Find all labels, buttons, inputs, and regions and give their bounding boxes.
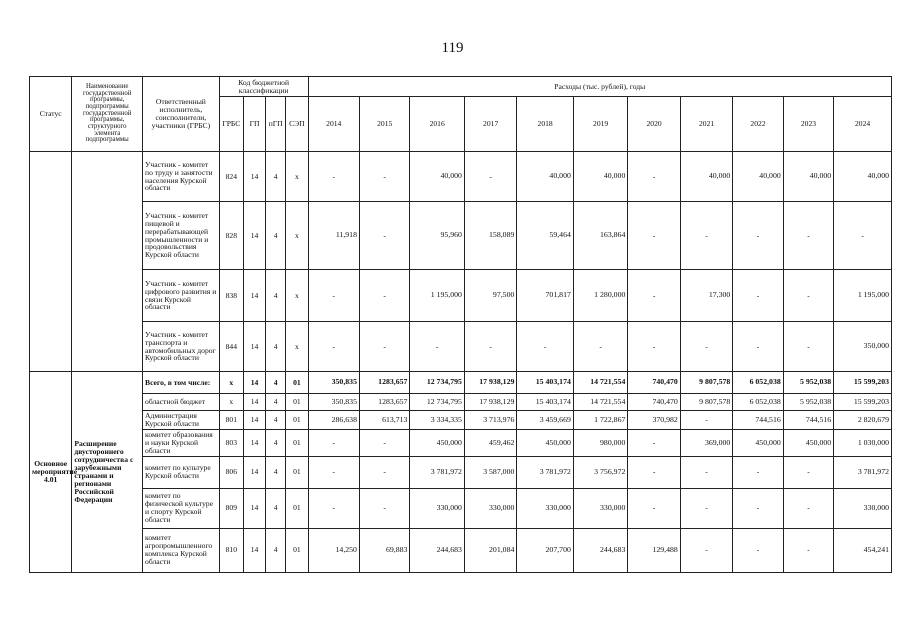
table-row [30,429,892,456]
executor-cell: областной бюджет [143,394,220,411]
value-cell-2019: 163,864 [573,202,627,270]
gp-cell: 14 [243,411,265,430]
value-cell-2022: 450,000 [733,429,783,456]
value-cell-2023: - [783,488,833,528]
value-cell-2024: 1 030,000 [834,429,892,456]
value-cell-2024: - [834,202,892,270]
table-row [30,411,892,430]
table-row [30,322,892,372]
value-cell-2024: 1 195,000 [834,270,892,322]
table-row [30,456,892,488]
value-cell-2014: 11,918 [308,202,359,270]
header-executor: Ответственный исполнитель, соисполнители, участники (ГРБС) [143,77,220,152]
value-cell-2016: 40,000 [410,152,464,202]
header-status: Статус [30,77,72,152]
value-cell-2015: - [359,488,409,528]
page-number: 119 [441,40,464,56]
gp-cell: 14 [243,488,265,528]
value-cell-2022: - [733,270,783,322]
sep-cell: 01 [286,394,308,411]
value-cell-2022: - [733,488,783,528]
value-cell-2016: - [410,322,464,372]
pgp-cell: 4 [266,456,286,488]
value-cell-2019: 14 721,554 [573,394,627,411]
value-cell-2021: 9 807,578 [680,394,732,411]
header-code-0: ГРБС [219,97,243,152]
sep-cell: 01 [286,429,308,456]
value-cell-2016: 244,683 [410,528,464,572]
value-cell-2022: - [733,528,783,572]
value-cell-2017: 201,084 [464,528,516,572]
gp-cell: 14 [243,270,265,322]
value-cell-2022: - [733,202,783,270]
grbs-cell: 801 [219,411,243,430]
value-cell-2017: 330,000 [464,488,516,528]
value-cell-2021: - [680,488,732,528]
grbs-cell: 844 [219,322,243,372]
value-cell-2024: 15 599,203 [834,394,892,411]
executor-cell: комитет образования и науки Курской области [143,429,220,456]
value-cell-2019: 1 280,000 [573,270,627,322]
value-cell-2017: - [464,152,516,202]
value-cell-2023: - [783,322,833,372]
value-cell-2020: 129,488 [628,528,680,572]
value-cell-2017: 158,089 [464,202,516,270]
table-body [30,152,892,573]
value-cell-2014: - [308,152,359,202]
sep-cell: 01 [286,456,308,488]
header-program-name: Наименование государственной программы, подпрограммы государственной программы, структурного элемента подпрограммы [72,77,143,152]
value-cell-2024: 40,000 [834,152,892,202]
value-cell-2015: - [359,270,409,322]
header-year-2015: 2015 [359,97,409,152]
value-cell-2016: 3 334,335 [410,411,464,430]
sep-cell: 01 [286,488,308,528]
header-budget-code: Код бюджетной классификации [219,77,308,97]
pgp-cell: 4 [266,152,286,202]
sep-cell: x [286,152,308,202]
value-cell-2020: - [628,488,680,528]
header-year-2024: 2024 [834,97,892,152]
executor-cell: Участник - комитет пищевой и перерабатывающей промышленности и продовольствия Курской области [143,202,220,270]
grbs-cell: 803 [219,429,243,456]
table-row [30,488,892,528]
sep-cell: 01 [286,411,308,430]
sep-cell: x [286,202,308,270]
grbs-cell: 809 [219,488,243,528]
value-cell-2022: - [733,456,783,488]
value-cell-2015: - [359,429,409,456]
value-cell-2019: 330,000 [573,488,627,528]
pgp-cell: 4 [266,372,286,394]
gp-cell: 14 [243,456,265,488]
value-cell-2021: 9 807,578 [680,372,732,394]
value-cell-2023: 5 952,038 [783,394,833,411]
value-cell-2018: 3 781,972 [517,456,574,488]
value-cell-2019: 14 721,554 [573,372,627,394]
value-cell-2017: 3 713,976 [464,411,516,430]
value-cell-2014: 14,250 [308,528,359,572]
value-cell-2024: 3 781,972 [834,456,892,488]
sep-cell: x [286,322,308,372]
value-cell-2018: 15 403,174 [517,372,574,394]
value-cell-2018: 207,700 [517,528,574,572]
grbs-cell: 838 [219,270,243,322]
value-cell-2022: - [733,322,783,372]
value-cell-2018: 450,000 [517,429,574,456]
value-cell-2017: 459,462 [464,429,516,456]
value-cell-2023: - [783,528,833,572]
header-year-2020: 2020 [628,97,680,152]
sep-cell: 01 [286,528,308,572]
value-cell-2020: 740,470 [628,372,680,394]
value-cell-2017: 17 938,129 [464,394,516,411]
value-cell-2014: - [308,456,359,488]
value-cell-2016: 95,960 [410,202,464,270]
value-cell-2015: 69,883 [359,528,409,572]
table-row [30,528,892,572]
grbs-cell: 824 [219,152,243,202]
header-year-2023: 2023 [783,97,833,152]
program-name-cell [72,152,143,372]
table-row [30,394,892,411]
pgp-cell: 4 [266,429,286,456]
grbs-cell: 806 [219,456,243,488]
header-year-2014: 2014 [308,97,359,152]
grbs-cell: 828 [219,202,243,270]
value-cell-2024: 454,241 [834,528,892,572]
value-cell-2024: 350,000 [834,322,892,372]
value-cell-2021: - [680,202,732,270]
program-name-cell: Расширение двустороннего сотрудничества с зарубежными странами и регионами Российской Федерации [72,372,143,573]
value-cell-2021: - [680,411,732,430]
gp-cell: 14 [243,372,265,394]
value-cell-2020: - [628,152,680,202]
value-cell-2018: 701,817 [517,270,574,322]
value-cell-2014: - [308,322,359,372]
value-cell-2023: - [783,270,833,322]
gp-cell: 14 [243,394,265,411]
header-code-3: СЭП [286,97,308,152]
header-code-2: пГП [266,97,286,152]
value-cell-2019: 40,000 [573,152,627,202]
value-cell-2015: - [359,322,409,372]
value-cell-2015: - [359,202,409,270]
value-cell-2018: 59,464 [517,202,574,270]
table-header [30,77,892,152]
gp-cell: 14 [243,152,265,202]
value-cell-2019: - [573,322,627,372]
value-cell-2015: 1283,657 [359,394,409,411]
header-year-2019: 2019 [573,97,627,152]
value-cell-2018: 330,000 [517,488,574,528]
value-cell-2023: 40,000 [783,152,833,202]
pgp-cell: 4 [266,488,286,528]
value-cell-2023: 450,000 [783,429,833,456]
value-cell-2022: 744,516 [733,411,783,430]
value-cell-2016: 12 734,795 [410,372,464,394]
pgp-cell: 4 [266,394,286,411]
value-cell-2019: 1 722,867 [573,411,627,430]
value-cell-2016: 330,000 [410,488,464,528]
pgp-cell: 4 [266,322,286,372]
table-row [30,202,892,270]
grbs-cell: x [219,372,243,394]
value-cell-2014: - [308,429,359,456]
value-cell-2019: 244,683 [573,528,627,572]
value-cell-2021: 40,000 [680,152,732,202]
executor-cell: комитет агропромышленного комплекса Курской области [143,528,220,572]
table-row [30,152,892,202]
grbs-cell: 810 [219,528,243,572]
executor-cell: Участник - комитет цифрового развития и связи Курской области [143,270,220,322]
table-row [30,372,892,394]
value-cell-2020: 370,982 [628,411,680,430]
value-cell-2021: - [680,456,732,488]
pgp-cell: 4 [266,270,286,322]
value-cell-2024: 15 599,203 [834,372,892,394]
value-cell-2020: - [628,429,680,456]
value-cell-2023: - [783,456,833,488]
executor-cell: Участник - комитет по труду и занятости населения Курской области [143,152,220,202]
header-expenses: Расходы (тыс. рублей), годы [308,77,891,97]
header-year-2022: 2022 [733,97,783,152]
value-cell-2020: - [628,270,680,322]
gp-cell: 14 [243,528,265,572]
sep-cell: 01 [286,372,308,394]
pgp-cell: 4 [266,528,286,572]
value-cell-2023: - [783,202,833,270]
value-cell-2015: 1283,657 [359,372,409,394]
gp-cell: 14 [243,429,265,456]
value-cell-2023: 5 952,038 [783,372,833,394]
value-cell-2020: - [628,202,680,270]
status-cell: Основное мероприятие 4.01 [30,372,72,573]
value-cell-2017: 3 587,000 [464,456,516,488]
value-cell-2016: 450,000 [410,429,464,456]
value-cell-2018: 15 403,174 [517,394,574,411]
gp-cell: 14 [243,202,265,270]
value-cell-2021: 17,300 [680,270,732,322]
value-cell-2017: 97,500 [464,270,516,322]
executor-cell: Всего, в том числе: [143,372,220,394]
value-cell-2023: 744,516 [783,411,833,430]
value-cell-2015: 613,713 [359,411,409,430]
value-cell-2022: 6 052,038 [733,394,783,411]
value-cell-2021: - [680,322,732,372]
value-cell-2019: 980,000 [573,429,627,456]
pgp-cell: 4 [266,411,286,430]
value-cell-2016: 12 734,795 [410,394,464,411]
value-cell-2014: - [308,488,359,528]
executor-cell: Администрация Курской области [143,411,220,430]
value-cell-2022: 40,000 [733,152,783,202]
value-cell-2018: 3 459,669 [517,411,574,430]
value-cell-2018: - [517,322,574,372]
value-cell-2017: - [464,322,516,372]
header-year-2017: 2017 [464,97,516,152]
table-row [30,270,892,322]
value-cell-2022: 6 052,038 [733,372,783,394]
value-cell-2021: 369,000 [680,429,732,456]
grbs-cell: x [219,394,243,411]
value-cell-2019: 3 756,972 [573,456,627,488]
header-code-1: ГП [243,97,265,152]
value-cell-2016: 3 781,972 [410,456,464,488]
value-cell-2024: 330,000 [834,488,892,528]
header-year-2018: 2018 [517,97,574,152]
value-cell-2014: 286,638 [308,411,359,430]
budget-table [29,76,892,573]
executor-cell: Участник - комитет транспорта и автомобильных дорог Курской области [143,322,220,372]
value-cell-2014: 350,835 [308,372,359,394]
value-cell-2020: 740,470 [628,394,680,411]
header-year-2016: 2016 [410,97,464,152]
value-cell-2020: - [628,456,680,488]
value-cell-2021: - [680,528,732,572]
value-cell-2016: 1 195,000 [410,270,464,322]
value-cell-2015: - [359,152,409,202]
value-cell-2015: - [359,456,409,488]
executor-cell: комитет по культуре Курской области [143,456,220,488]
executor-cell: комитет по физической культуре и спорту Курской области [143,488,220,528]
value-cell-2014: - [308,270,359,322]
status-cell [30,152,72,372]
value-cell-2018: 40,000 [517,152,574,202]
sep-cell: x [286,270,308,322]
value-cell-2024: 2 820,679 [834,411,892,430]
value-cell-2020: - [628,322,680,372]
gp-cell: 14 [243,322,265,372]
value-cell-2014: 350,835 [308,394,359,411]
pgp-cell: 4 [266,202,286,270]
value-cell-2017: 17 938,129 [464,372,516,394]
header-year-2021: 2021 [680,97,732,152]
